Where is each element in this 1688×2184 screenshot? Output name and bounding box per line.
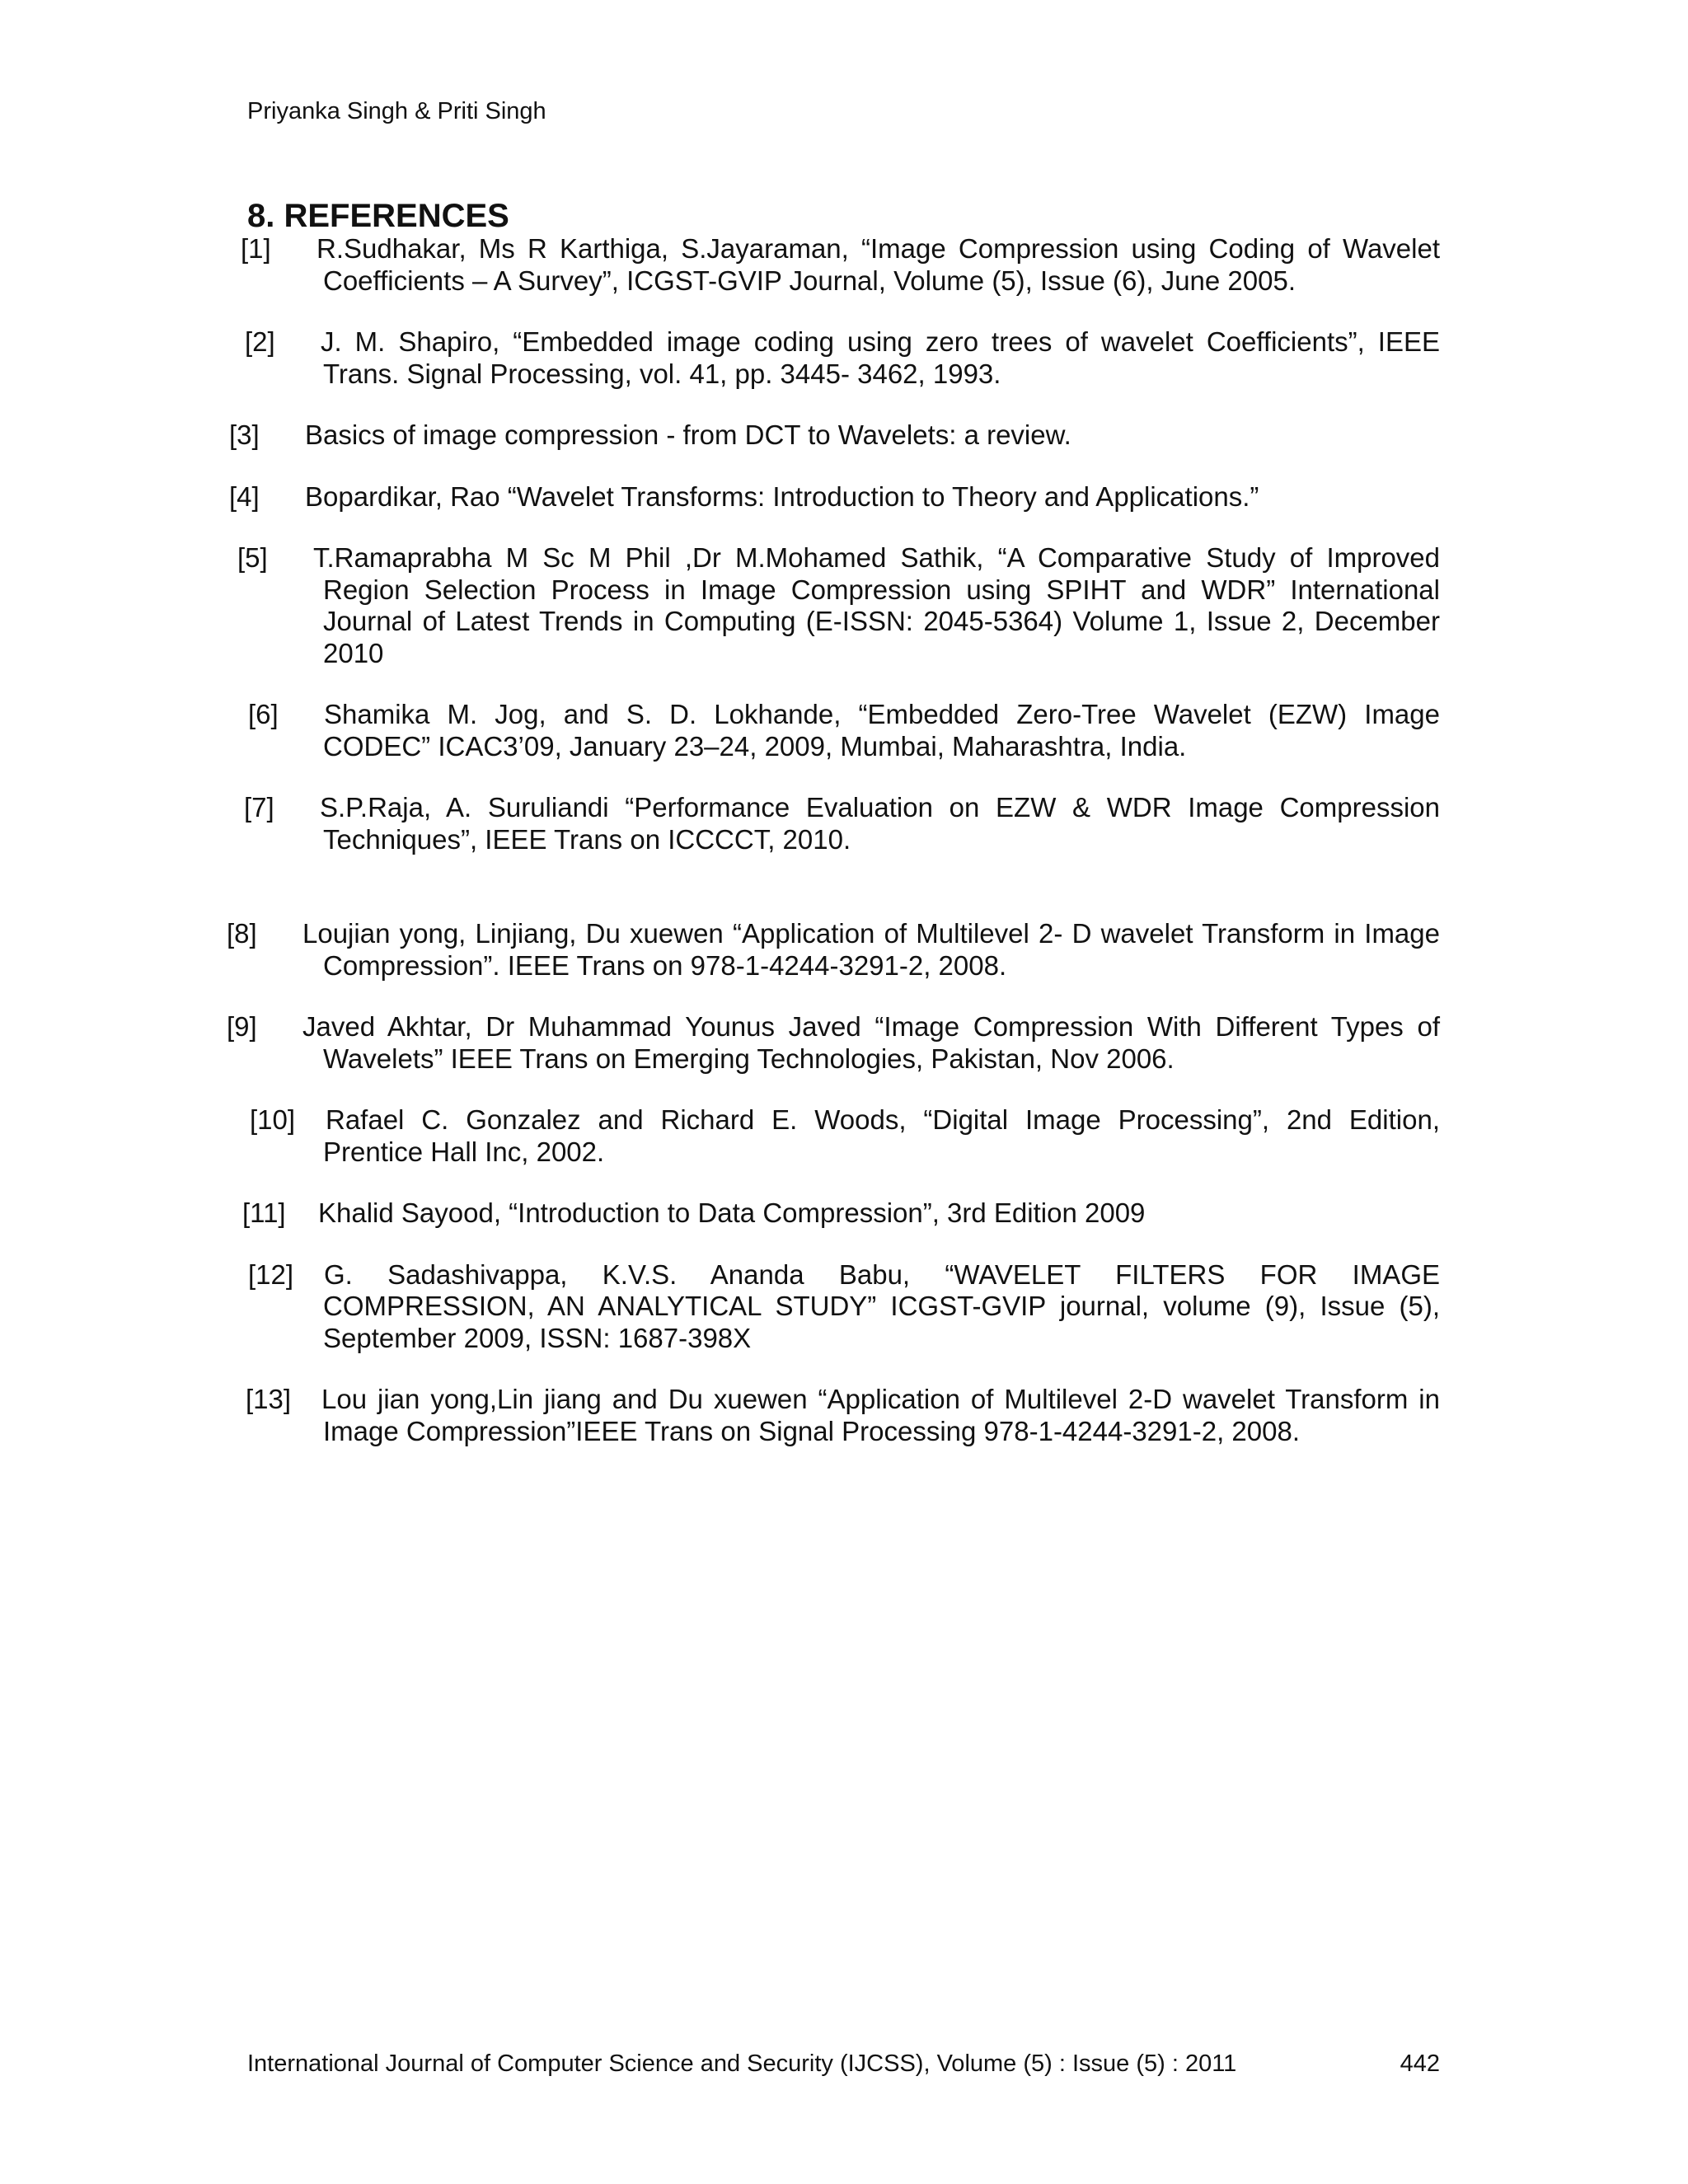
reference-text: Shamika M. Jog, and S. D. Lokhande, “Embedded Zero-Tree Wavelet (EZW) Image CODEC” ICAC3’09, January 23–24, 2009, Mumbai, Maharashtra, India. — [323, 699, 1440, 762]
reference-text: S.P.Raja, A. Suruliandi “Performance Evaluation on EZW & WDR Image Compression Techniques”, IEEE Trans on ICCCCT, 2010. — [320, 792, 1440, 855]
reference-item — [229, 419, 1440, 452]
reference-item — [229, 480, 1440, 513]
reference-item — [227, 1011, 1440, 1075]
footer-journal-citation: International Journal of Computer Science and Security (IJCSS), Volume (5) : Issue (5) : 2011 — [247, 2050, 1237, 2077]
reference-number: [6] — [248, 699, 279, 729]
reference-number: [1] — [241, 233, 271, 264]
reference-item — [227, 918, 1440, 982]
reference-number: [2] — [245, 326, 275, 357]
reference-list — [227, 233, 1440, 1447]
reference-number: [3] — [229, 419, 260, 450]
reference-item — [247, 1384, 1440, 1447]
reference-item — [247, 1259, 1440, 1355]
reference-text: T.Ramaprabha M Sc M Phil ,Dr M.Mohamed Sathik, “A Comparative Study of Improved Region Selection Process in Image Compression using SPIHT and WDR” International Journal of Latest Trends in Computing (E-ISSN: 2045-5364) Volume 1, Issue 2, December 2010 — [313, 542, 1440, 668]
section-title: 8. REFERENCES — [247, 198, 509, 234]
page-number: 442 — [1400, 2050, 1440, 2077]
reference-number: [12] — [248, 1258, 294, 1290]
reference-item — [247, 699, 1440, 762]
reference-number: [4] — [229, 480, 260, 512]
reference-text: Lou jian yong,Lin jiang and Du xuewen “Application of Multilevel 2-D wavelet Transform in Image Compression”IEEE Trans on Signal Processing 978-1-4244-3291-2, 2008. — [321, 1384, 1440, 1446]
reference-item — [247, 326, 1440, 390]
reference-number: [5] — [237, 542, 268, 573]
reference-number: [7] — [244, 792, 274, 823]
reference-text: Javed Akhtar, Dr Muhammad Younus Javed “Image Compression With Different Types of Wavelets” IEEE Trans on Emerging Technologies, Pakistan, Nov 2006. — [302, 1011, 1440, 1074]
reference-number: [13] — [246, 1384, 292, 1414]
reference-item — [237, 542, 1440, 669]
reference-text: Basics of image compression - from DCT to Wavelets: a review. — [305, 419, 1071, 450]
reference-item — [241, 233, 1440, 297]
reference-number: [8] — [227, 918, 257, 949]
reference-text: G. Sadashivappa, K.V.S. Ananda Babu, “WAVELET FILTERS FOR IMAGE COMPRESSION, AN ANALYTICAL STUDY” ICGST-GVIP journal, volume (9), Issue (5), September 2009, ISSN: 1687-398X — [323, 1258, 1440, 1353]
reference-number: [11] — [242, 1197, 286, 1228]
reference-number: [9] — [227, 1011, 257, 1042]
reference-text: Loujian yong, Linjiang, Du xuewen “Application of Multilevel 2- D wavelet Transform in Image Compression”. IEEE Trans on 978-1-4244-3291-2, 2008. — [302, 918, 1440, 981]
running-header-authors: Priyanka Singh & Priti Singh — [247, 98, 546, 124]
reference-text: Rafael C. Gonzalez and Richard E. Woods, “Digital Image Processing”, 2nd Edition, Prentice Hall Inc, 2002. — [323, 1104, 1440, 1167]
reference-text: J. M. Shapiro, “Embedded image coding using zero trees of wavelet Coefficients”, IEEE Trans. Signal Processing, vol. 41, pp. 3445- 3462, 1993. — [321, 326, 1440, 389]
reference-text: Khalid Sayood, “Introduction to Data Compression”, 3rd Edition 2009 — [318, 1197, 1146, 1228]
reference-text: R.Sudhakar, Ms R Karthiga, S.Jayaraman, “Image Compression using Coding of Wavelet Coefficients – A Survey”, ICGST-GVIP Journal, Volume (5), Issue (6), June 2005. — [316, 233, 1440, 296]
reference-item — [242, 1197, 1440, 1230]
reference-item — [244, 792, 1440, 855]
reference-item — [247, 1104, 1440, 1168]
reference-number: [10] — [250, 1104, 296, 1135]
reference-text: Bopardikar, Rao “Wavelet Transforms: Introduction to Theory and Applications.” — [305, 480, 1259, 512]
